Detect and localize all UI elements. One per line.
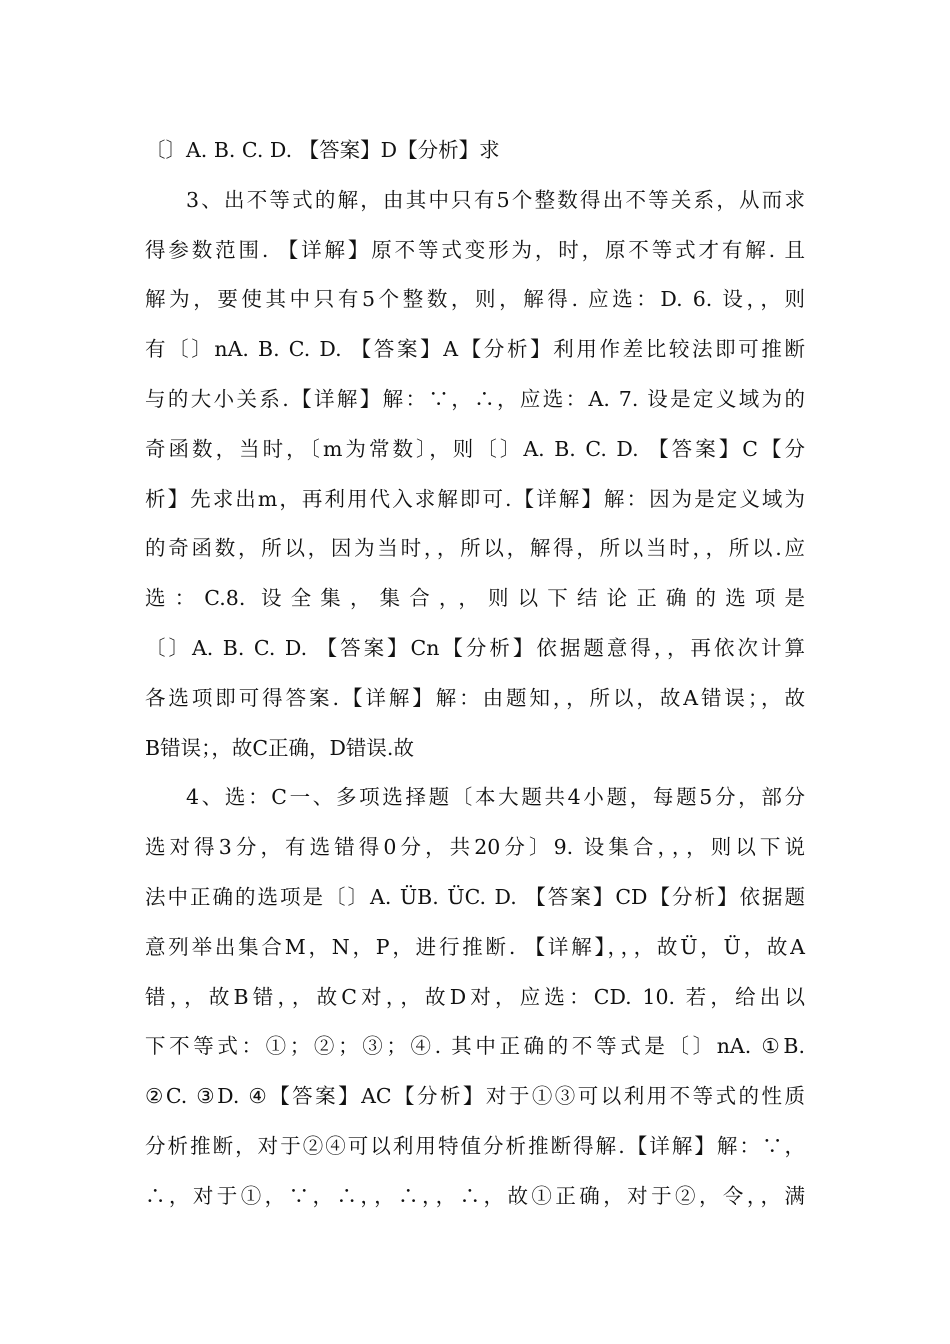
- text-line: 〔〕A. B. C. D. 【答案】D【分析】求: [145, 138, 500, 162]
- text-line: 得参数范围. 【详解】原不等式变形为，时，原不等式才有解. 且: [145, 237, 805, 262]
- text-line: 法中正确的选项是〔〕A. ÜB. ÜC. D. 【答案】CD【分析】依据题: [145, 884, 805, 909]
- text-line: 3、出不等式的解，由其中只有5个整数得出不等关系，从而求: [186, 187, 805, 212]
- text-line: 选对得3分，有选错得0分，共20分〕9. 设集合，，，则以下说: [145, 835, 805, 860]
- text-line: 各选项即可得答案.【详解】解：由题知，，所以，故A错误；，故: [145, 685, 805, 710]
- text-line: 奇函数，当时，〔m为常数〕，则〔〕A. B. C. D. 【答案】C【分: [145, 436, 805, 461]
- text-line: ②C. ③D. ④【答案】AC【分析】对于①③可以利用不等式的性质: [145, 1084, 805, 1109]
- text-line: 〔〕A. B. C. D. 【答案】Cn【分析】依据题意得，，再依次计算: [145, 635, 805, 660]
- text-line: 与的大小关系.【详解】解：∵，∴，应选：A. 7. 设是定义域为的: [145, 386, 805, 411]
- text-line: 的奇函数，所以，因为当时，，所以，解得，所以当时，，所以.应: [145, 536, 805, 561]
- text-line: 析】先求出m，再利用代入求解即可.【详解】解：因为是定义域为: [145, 486, 805, 511]
- text-line: 下不等式：①；②；③；④. 其中正确的不等式是〔〕nA. ①B.: [145, 1034, 805, 1059]
- text-line: 选：C.8. 设全集，集合，，则以下结论正确的选项是: [145, 586, 805, 611]
- document-body: [145, 126, 805, 1222]
- text-line: 意列举出集合M，N，P，进行推断. 【详解】，，，故Ü，Ü，故A: [145, 934, 805, 959]
- text-line: 错，，故B错，，故C对，，故D对，应选：CD. 10. 若，给出以: [145, 984, 805, 1009]
- text-line: 4、选：C一、多项选择题〔本大题共4小题，每题5分，部分: [186, 785, 805, 810]
- text-line: 有〔〕nA. B. C. D. 【答案】A【分析】利用作差比较法即可推断: [145, 337, 805, 362]
- text-line: ∴，对于①，∵，∴，，∴，，∴，故①正确，对于②，令，，满: [145, 1183, 805, 1208]
- text-line: 解为，要使其中只有5个整数，则，解得. 应选：D. 6. 设，，则: [145, 287, 805, 312]
- text-line: 分析推断，对于②④可以利用特值分析推断得解.【详解】解：∵，: [145, 1133, 805, 1158]
- text-line: B错误；，故C正确，D错误.故: [145, 735, 414, 760]
